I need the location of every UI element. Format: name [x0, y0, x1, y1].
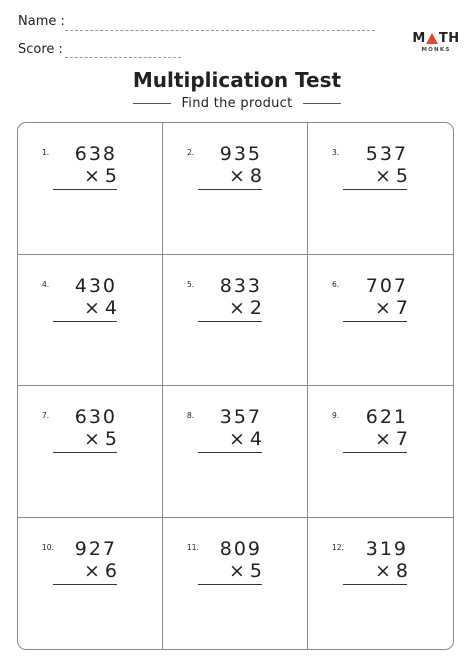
math-monks-logo — [413, 32, 459, 53]
multiplier-row — [229, 165, 262, 187]
problem-number: 1. — [42, 148, 50, 157]
multiplier-row — [375, 165, 408, 187]
answer-line — [343, 452, 407, 453]
problem-number: 7. — [42, 411, 50, 420]
answer-line — [343, 321, 407, 322]
problem-cell[interactable] — [308, 386, 453, 518]
answer-line — [198, 189, 262, 190]
problem-number: 9. — [332, 411, 340, 420]
times-symbol: × — [228, 296, 245, 319]
multiplier-row — [229, 297, 262, 319]
multiplicand: 707 — [365, 274, 408, 297]
multiplier-row — [229, 560, 262, 582]
multiplicand: 833 — [219, 274, 262, 297]
answer-line — [198, 452, 262, 453]
logo-subtext: MONKS — [421, 47, 451, 53]
answer-line — [343, 189, 407, 190]
multiplier-row — [375, 297, 408, 319]
multiplicand: 357 — [219, 406, 262, 428]
score-label: Score : — [18, 42, 63, 57]
answer-line — [53, 321, 117, 322]
problem-number: 8. — [187, 411, 195, 420]
name-line[interactable] — [65, 30, 375, 31]
times-symbol: × — [228, 165, 245, 187]
problem-number: 12. — [332, 542, 344, 552]
problem-cell[interactable] — [308, 123, 453, 255]
multiplier-row — [84, 560, 117, 582]
problem-cell[interactable] — [163, 386, 308, 518]
answer-line — [343, 584, 407, 585]
logo-text-left: M — [412, 31, 426, 46]
times-symbol: × — [374, 165, 391, 187]
problem-cell[interactable] — [163, 255, 308, 387]
times-symbol: × — [83, 296, 100, 319]
problem-number: 11. — [187, 542, 199, 552]
problem-number: 4. — [42, 279, 50, 289]
problem-number: 3. — [332, 148, 340, 157]
times-symbol: × — [228, 428, 245, 450]
subtitle: Find the product — [181, 96, 293, 111]
multiplier: 4 — [104, 296, 117, 319]
multiplier: 5 — [395, 165, 408, 187]
problem-number: 10. — [42, 542, 54, 552]
answer-line — [198, 584, 262, 585]
multiplier: 6 — [104, 559, 117, 582]
subtitle-rule-right — [303, 103, 341, 104]
times-symbol: × — [374, 296, 391, 319]
problem-number: 6. — [332, 279, 340, 289]
problem-grid — [17, 122, 454, 650]
multiplier-row — [84, 428, 117, 450]
times-symbol: × — [83, 428, 100, 450]
name-label: Name : — [18, 14, 65, 29]
logo-text-right: TH — [438, 31, 460, 46]
problem-cell[interactable] — [308, 255, 453, 387]
multiplier: 5 — [249, 559, 262, 582]
multiplier: 5 — [104, 428, 117, 450]
times-symbol: × — [374, 559, 391, 582]
multiplier-row — [375, 428, 408, 450]
multiplier: 7 — [395, 428, 408, 450]
times-symbol: × — [83, 559, 100, 582]
problem-cell[interactable] — [163, 123, 308, 255]
subtitle-row — [0, 96, 474, 111]
multiplier: 5 — [104, 165, 117, 187]
times-symbol: × — [83, 165, 100, 187]
multiplicand: 537 — [365, 143, 408, 165]
problem-cell[interactable] — [18, 123, 163, 255]
multiplier: 8 — [395, 559, 408, 582]
page-title: Multiplication Test — [132, 68, 342, 92]
problem-cell[interactable] — [18, 255, 163, 387]
multiplier-row — [84, 165, 117, 187]
times-symbol: × — [374, 428, 391, 450]
multiplier: 8 — [249, 165, 262, 187]
multiplier: 4 — [249, 428, 262, 450]
multiplier: 2 — [249, 296, 262, 319]
problem-cell[interactable] — [18, 518, 163, 650]
answer-line — [53, 452, 117, 453]
logo-triangle-icon — [426, 33, 438, 44]
score-line[interactable] — [65, 57, 181, 58]
problem-cell[interactable] — [308, 518, 453, 650]
multiplier: 7 — [395, 296, 408, 319]
subtitle-rule-left — [133, 103, 171, 104]
answer-line — [53, 584, 117, 585]
multiplicand: 638 — [74, 143, 117, 165]
problem-number: 5. — [187, 279, 195, 289]
multiplicand: 430 — [74, 274, 117, 297]
problem-cell[interactable] — [18, 386, 163, 518]
problem-number: 2. — [187, 148, 195, 157]
multiplicand: 935 — [219, 143, 262, 165]
answer-line — [53, 189, 117, 190]
multiplicand: 809 — [219, 537, 262, 560]
multiplier-row — [375, 560, 408, 582]
multiplicand: 927 — [74, 537, 117, 560]
problem-cell[interactable] — [163, 518, 308, 650]
multiplier-row — [84, 297, 117, 319]
multiplier-row — [229, 428, 262, 450]
answer-line — [198, 321, 262, 322]
multiplicand: 621 — [365, 406, 408, 428]
multiplicand: 630 — [74, 406, 117, 428]
times-symbol: × — [228, 559, 245, 582]
multiplicand: 319 — [365, 537, 408, 560]
